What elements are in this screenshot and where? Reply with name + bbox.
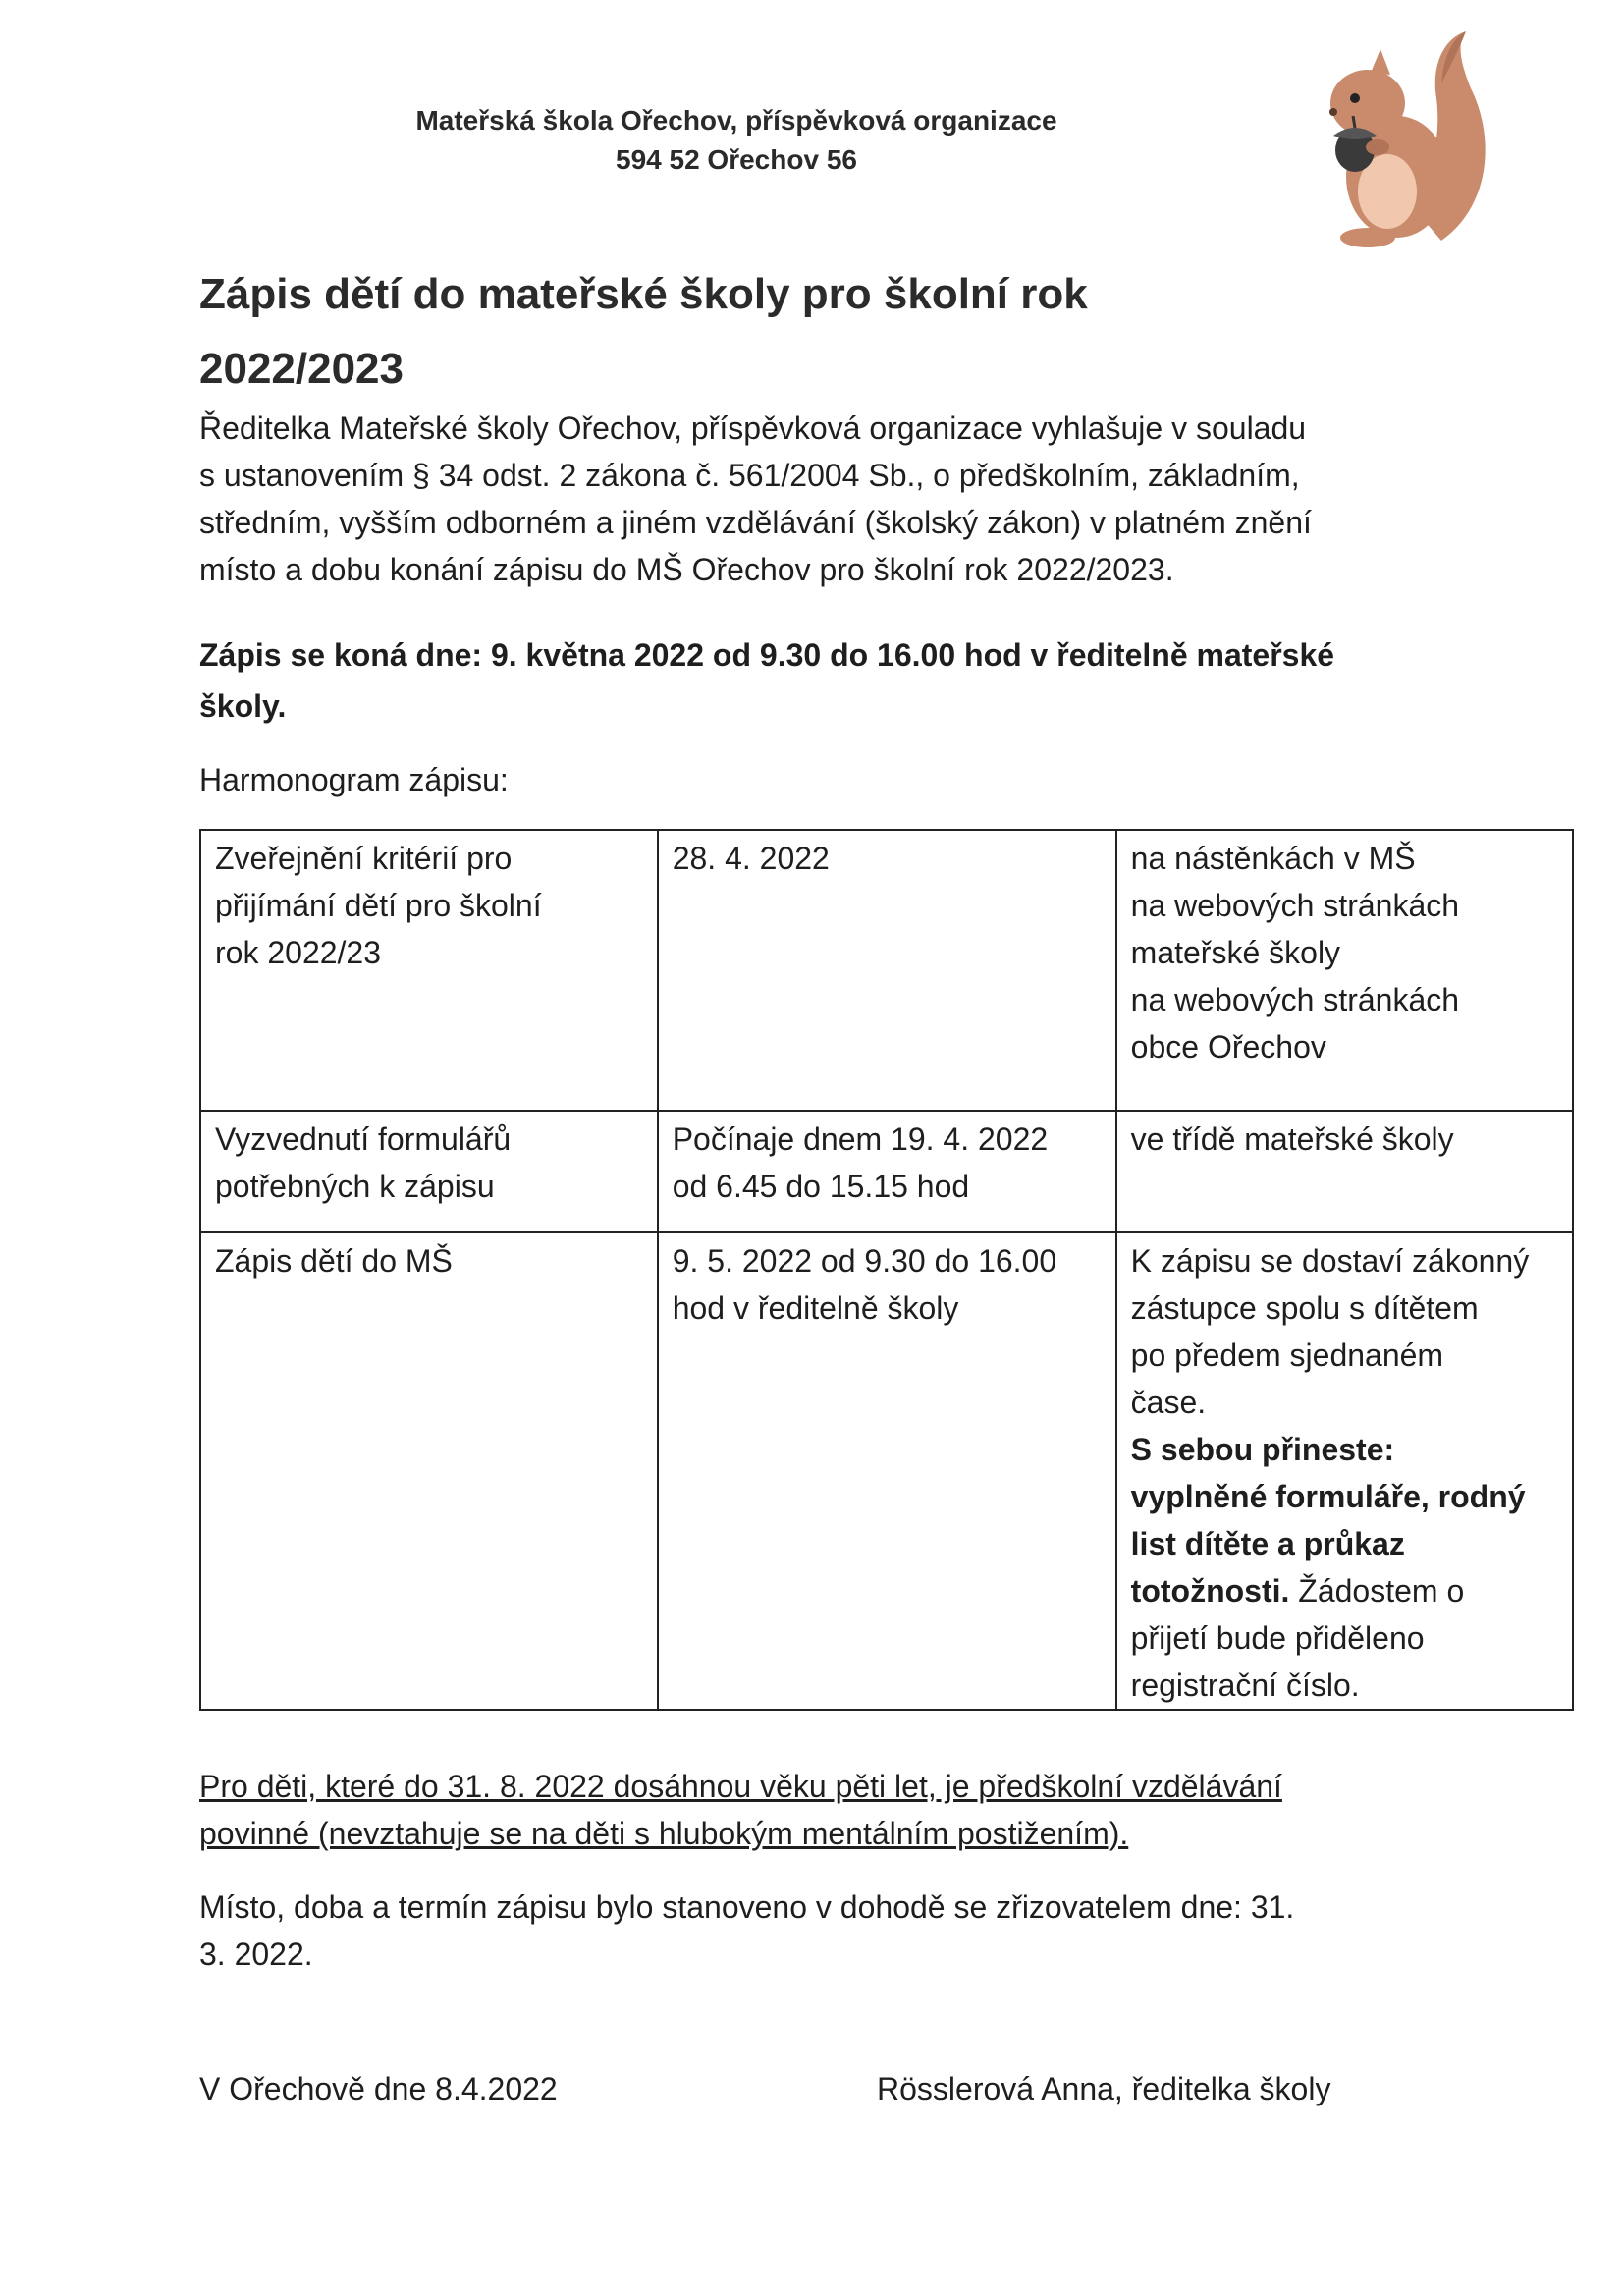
text-line: místo a dobu konání zápisu do MŠ Ořechov pro školní rok 2022/2023. [199, 552, 1174, 587]
cell-line-bold: list dítěte a průkaz [1130, 1526, 1405, 1561]
text-line: Pro děti, které do 31. 8. 2022 dosáhnou věku pěti let, je předškolní vzdělávání [199, 1769, 1282, 1804]
cell-line: na webových stránkách [1130, 982, 1460, 1017]
table-cell [658, 1232, 1116, 1710]
schedule-heading: Harmonogram zápisu: [199, 762, 509, 797]
cell-line: přijetí bude přiděleno [1130, 1620, 1425, 1656]
mandatory-education-note [199, 1763, 1282, 1857]
cell-line: od 6.45 do 15.15 hod [672, 1169, 970, 1204]
table-cell [658, 1111, 1116, 1232]
cell-line: Počínaje dnem 19. 4. 2022 [672, 1121, 1049, 1157]
title-line: Zápis dětí do mateřské školy pro školní rok [199, 270, 1088, 318]
cell-line: 9. 5. 2022 od 9.30 do 16.00 [672, 1243, 1057, 1279]
cell-line: zástupce spolu s dítětem [1130, 1290, 1479, 1326]
school-header [295, 101, 1178, 180]
cell-line: Zveřejnění kritérií pro [215, 841, 513, 876]
cell-line: obce Ořechov [1130, 1029, 1326, 1065]
cell-line: přijímání dětí pro školní [215, 888, 542, 923]
table-row [200, 1111, 1573, 1232]
text-line: s ustanovením § 34 odst. 2 zákona č. 561/2004 Sb., o předškolním, základním, [199, 458, 1300, 493]
agreement-note [199, 1884, 1294, 1978]
table-cell [658, 830, 1116, 1111]
normal-words: Žádostem o [1289, 1573, 1465, 1609]
document-title [199, 257, 1181, 407]
cell-line: potřebných k zápisu [215, 1169, 495, 1204]
cell-line: na nástěnkách v MŠ [1130, 841, 1416, 876]
cell-line-bold: vyplněné formuláře, rodný [1130, 1479, 1526, 1514]
title-line: 2022/2023 [199, 345, 404, 393]
table-cell [1116, 1232, 1573, 1710]
date-place: V Ořechově dne 8.4.2022 [199, 2071, 558, 2106]
cell-line: rok 2022/23 [215, 935, 382, 970]
cell-line: Zápis dětí do MŠ [215, 1243, 453, 1279]
schedule-table [199, 829, 1574, 1711]
table-cell [200, 1232, 658, 1710]
school-name: Mateřská škola Ořechov, příspěvková organizace [415, 105, 1057, 136]
cell-line: 28. 4. 2022 [672, 841, 830, 876]
cell-line: po předem sjednaném [1130, 1338, 1444, 1373]
text-line: Zápis se koná dne: 9. května 2022 od 9.30 do 16.00 hod v ředitelně mateřské [199, 637, 1335, 673]
text-line: povinné (nevztahuje se na děti s hlubokým mentálním postižením). [199, 1816, 1129, 1851]
table-cell [1116, 1111, 1573, 1232]
school-address: 594 52 Ořechov 56 [616, 144, 857, 175]
cell-line: mateřské školy [1130, 935, 1341, 970]
text-line: školy. [199, 688, 287, 724]
text-line: Místo, doba a termín zápisu bylo stanoveno v dohodě se zřizovatelem dne: 31. [199, 1889, 1295, 1925]
cell-line: hod v ředitelně školy [672, 1290, 959, 1326]
cell-line: Vyzvednutí formulářů [215, 1121, 512, 1157]
table-row [200, 1232, 1573, 1710]
bold-word: totožnosti. [1130, 1573, 1290, 1609]
intro-paragraph [199, 405, 1476, 593]
cell-line: ve třídě mateřské školy [1130, 1121, 1454, 1157]
table-cell [200, 1111, 658, 1232]
table-row [200, 830, 1573, 1111]
text-line: 3. 2022. [199, 1937, 313, 1972]
cell-line: K zápisu se dostaví zákonný [1130, 1243, 1530, 1279]
cell-line-bold: S sebou přineste: [1130, 1432, 1395, 1467]
text-line: Ředitelka Mateřské školy Ořechov, příspěvková organizace vyhlašuje v souladu [199, 410, 1307, 446]
table-cell [200, 830, 658, 1111]
squirrel-icon [1294, 29, 1490, 255]
text-line: středním, vyšším odborném a jiném vzdělávání (školský zákon) v platném znění [199, 505, 1312, 540]
cell-line: čase. [1130, 1385, 1207, 1420]
enrollment-notice [199, 629, 1476, 732]
signature-name: Rösslerová Anna, ředitelka školy [877, 2071, 1331, 2106]
cell-line: na webových stránkách [1130, 888, 1460, 923]
cell-line-mixed [1131, 1567, 1558, 1614]
cell-line: registrační číslo. [1130, 1667, 1360, 1703]
table-cell [1116, 830, 1573, 1111]
